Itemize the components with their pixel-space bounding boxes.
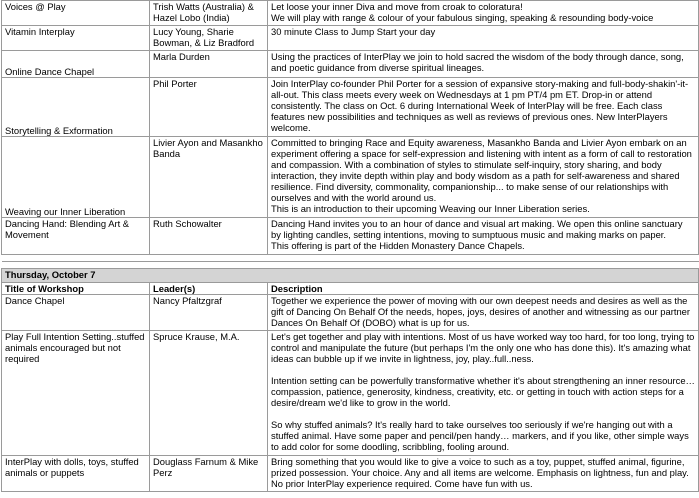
workshop-leaders: Spruce Krause, M.A. [150,331,268,456]
description-line: 30 minute Class to Jump Start your day [271,26,436,37]
workshop-title: InterPlay with dolls, toys, stuffed animals or puppets [2,456,150,492]
workshop-leaders: Douglass Farnum & Mike Perz [150,456,268,492]
description-line: We will play with range & colour of your fabulous singing, speaking & resounding body-voice [271,12,654,23]
workshop-leaders: Marla Durden [150,51,268,78]
table-row [2,26,699,51]
column-header-leaders: Leader(s) [150,283,268,295]
workshop-title: Storytelling & Exformation [2,78,150,137]
workshop-title: Voices @ Play [2,1,150,26]
schedule-table [1,0,699,492]
workshop-leaders: Trish Watts (Australia) & Hazel Lobo (India) [150,1,268,26]
workshop-description [268,51,699,78]
workshop-leaders: Ruth Schowalter [150,218,268,255]
workshop-title: Play Full Intention Setting..stuffed animals encouraged but not required [2,331,150,456]
table-row [2,51,699,78]
description-line: Let loose your inner Diva and move from croak to coloratura! [271,1,523,12]
table-row [2,78,699,137]
workshop-title: Dance Chapel [2,295,150,331]
workshop-title: Vitamin Interplay [2,26,150,51]
workshop-description [268,26,699,51]
column-header-row [2,283,699,295]
workshop-leaders: Nancy Pfaltzgraf [150,295,268,331]
table-row [2,218,699,255]
workshop-description [268,137,699,218]
column-header-description: Description [268,283,699,295]
workshop-description [268,1,699,26]
workshop-description [268,218,699,255]
spacer-row [2,255,699,262]
workshop-leaders: Livier Ayon and Masankho Banda [150,137,268,218]
description-paragraph: Let's get together and play with intentions. Most of us have worked way too hard, for too long, trying to control and manipulate the future (but perhaps I'm the only one who has done this). It's amazing what ideas can bubble up if we invite in lightness, joy, play..full..ness. [271,331,695,364]
description-paragraph: So why stuffed animals? It's really hard to take ourselves too seriously if we're hanging out with a stuffed animal. Have some paper and pencil/pen handy… markers, and if you like, other simple ways to add color for some doodling, scribbling, fooling around. [271,419,689,452]
workshop-title: Online Dance Chapel [2,51,150,78]
description-line: Dancing Hand invites you to an hour of dance and visual art making. We open this online sanctuary by lighting candles, setting intentions, moving to sumptuous music and making marks on paper. [271,218,683,240]
description-line: This offering is part of the Hidden Monastery Dance Chapels. [271,240,525,251]
description-line: Using the practices of InterPlay we join to hold sacred the wisdom of the body through dance, song, and poetic guidance from diverse spiritual lineages. [271,51,684,73]
workshop-description [268,78,699,137]
table-row [2,1,699,26]
description-paragraph: Intention setting can be powerfully transformative whether it's about strengthening an inner resource…compassion, patience, generosity, kindness, creativity, etc. or getting in touch with action steps for a desire/dream we'd like to grow in the world. [271,375,695,408]
day-header: Thursday, October 7 [2,269,699,283]
table-row [2,331,699,456]
workshop-description: Bring something that you would like to give a voice to such as a toy, puppet, stuffed animal, figurine, prized possession. Your choice. Any and all items are welcome. Emphasis on lightness, fun and play. No prior InterPlay experience required. Come have fun with us. [268,456,699,492]
workshop-description: Together we experience the power of moving with our own deepest needs and desires as well as the gift of Dancing On Behalf Of the needs, hopes, joys, desires of another and witnessing as our partner Dances On Behalf Of (DOBO) what is up for us. [268,295,699,331]
workshop-leaders: Phil Porter [150,78,268,137]
workshop-title: Weaving our Inner Liberation [2,137,150,218]
day-header-row [2,269,699,283]
spacer-row [2,262,699,269]
table-row [2,137,699,218]
description-line: Committed to bringing Race and Equity awareness, Masankho Banda and Livier Ayon embark on an experiment offering a space for self-expression and listening with intent as a form of call to restoration and compassion. With a combination of styles to stimulate self-inquiry, story sharing, and body interaction, they invite depth within play and body wisdom as a path for self-awareness and shared resilience. Find diversity, commonality, companionship... to make sense of our relationships with ourselves and with the world around us. [271,137,692,203]
column-header-title: Title of Workshop [2,283,150,295]
table-row [2,295,699,331]
workshop-leaders: Lucy Young, Sharie Bowman, & Liz Bradford [150,26,268,51]
workshop-title: Dancing Hand: Blending Art & Movement [2,218,150,255]
description-line: This is an introduction to their upcoming Weaving our Inner Liberation series. [271,203,590,214]
description-line: Join InterPlay co-founder Phil Porter for a session of expansive story-making and full-body-shakin'-it-all-out. This class meets every week on Wednesdays at 1 pm PT/4 pm ET. Drop-in or attend consistently. The class on Oct. 6 during International Week of InterPlay will be free. Each class features new possibilities and techniques as well as reviews of previous ones. New InterPlayers welcome. [271,78,689,133]
workshop-description [268,331,699,456]
table-row [2,456,699,492]
